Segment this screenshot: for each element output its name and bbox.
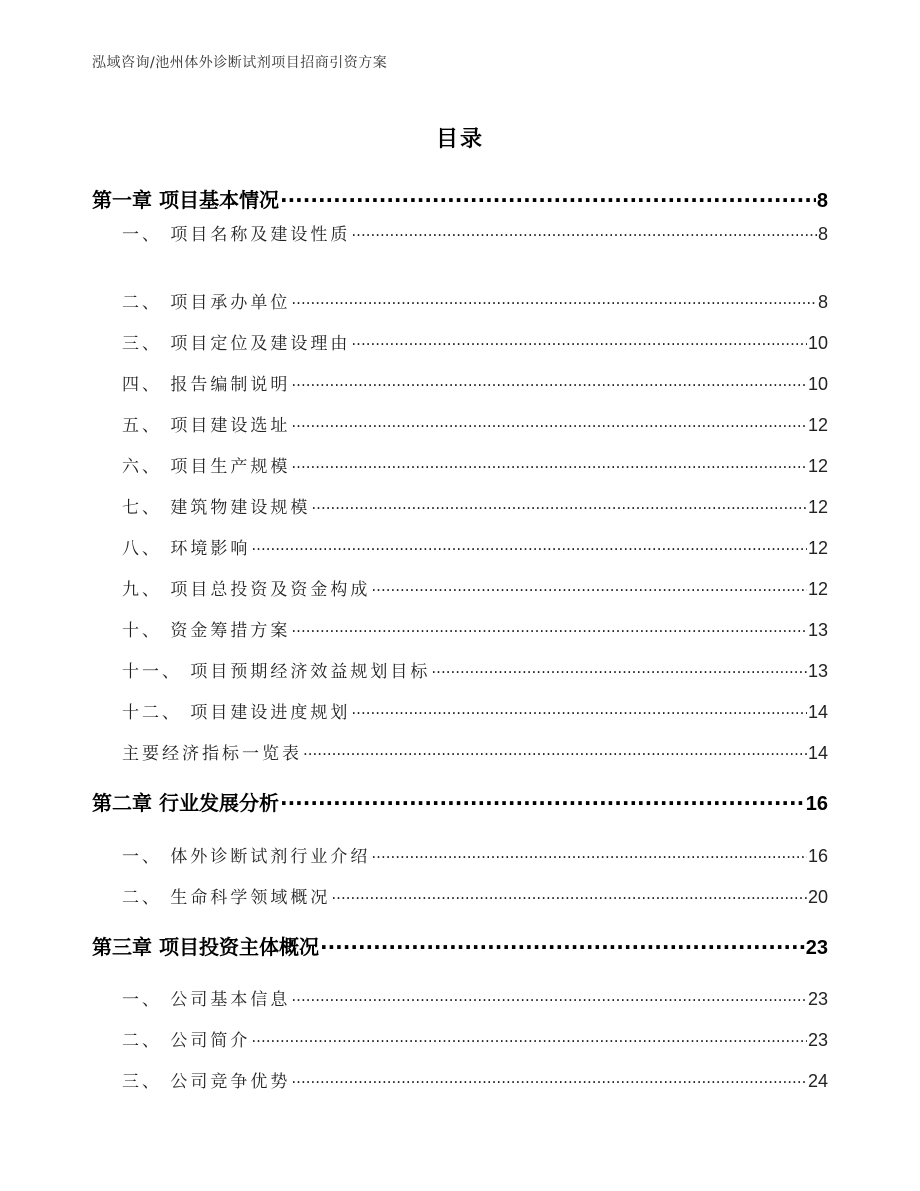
toc-section[interactable] — [122, 842, 828, 867]
toc-entry-page: 16 — [805, 793, 828, 815]
dot-leader — [251, 537, 807, 554]
toc-entry-label: 十二、 项目建设进度规划 — [122, 703, 351, 723]
toc-entry-page: 12 — [807, 538, 828, 558]
dot-leader — [351, 223, 817, 240]
toc-entry-label: 三、 公司竞争优势 — [122, 1072, 291, 1092]
dot-leader — [291, 455, 807, 472]
toc-entry-page: 14 — [807, 743, 828, 763]
toc-section[interactable] — [122, 739, 828, 764]
toc-entry-page: 10 — [807, 333, 828, 353]
toc-entry-page: 20 — [807, 887, 828, 907]
dot-leader — [291, 1070, 807, 1087]
toc-title: 目录 — [435, 127, 484, 152]
toc-entry-label: 第三章 项目投资主体概况 — [92, 935, 319, 959]
toc-section[interactable] — [122, 985, 828, 1010]
toc-entry-label: 六、 项目生产规模 — [122, 457, 291, 477]
toc-entry-label: 十一、 项目预期经济效益规划目标 — [122, 662, 431, 682]
toc-entry-label: 七、 建筑物建设规模 — [122, 498, 311, 518]
toc-entry-page: 23 — [807, 1030, 828, 1050]
dot-leader — [291, 414, 807, 431]
toc-section[interactable] — [122, 616, 828, 641]
toc-entry-page: 23 — [805, 937, 828, 959]
toc-entry-label: 第二章 行业发展分析 — [92, 791, 279, 815]
toc-section[interactable] — [122, 1067, 828, 1092]
toc-section[interactable] — [122, 493, 828, 518]
dot-leader — [331, 886, 807, 903]
dot-leader — [431, 660, 807, 677]
toc-chapter-3[interactable] — [92, 931, 828, 960]
dot-leader — [280, 790, 805, 810]
dot-leader — [303, 742, 807, 759]
toc-entry-page: 23 — [807, 989, 828, 1009]
document-header: 泓域咨询/池州体外诊断试剂项目招商引资方案 — [92, 55, 388, 71]
dot-leader — [291, 619, 807, 636]
dot-leader — [291, 373, 807, 390]
toc-entry-page: 8 — [817, 292, 828, 312]
toc-entry-page: 12 — [807, 456, 828, 476]
toc-entry-label: 二、 公司简介 — [122, 1031, 251, 1051]
toc-entry-label: 三、 项目定位及建设理由 — [122, 334, 351, 354]
toc-section[interactable] — [122, 883, 828, 908]
toc-entry-label: 一、 项目名称及建设性质 — [122, 225, 351, 245]
toc-chapter-2[interactable] — [92, 787, 828, 816]
toc-entry-page: 10 — [807, 374, 828, 394]
toc-section[interactable] — [122, 370, 828, 395]
dot-leader — [251, 1029, 807, 1046]
toc-entry-label: 八、 环境影响 — [122, 539, 251, 559]
toc-section[interactable] — [122, 534, 828, 559]
toc-entry-page: 12 — [807, 415, 828, 435]
dot-leader — [371, 845, 807, 862]
toc-entry-page: 12 — [807, 579, 828, 599]
toc-entry-label: 五、 项目建设选址 — [122, 416, 291, 436]
toc-entry-page: 14 — [807, 702, 828, 722]
toc-section[interactable] — [122, 1026, 828, 1051]
toc-entry-page: 13 — [807, 620, 828, 640]
dot-leader — [351, 701, 807, 718]
toc-entry-label: 二、 项目承办单位 — [122, 293, 291, 313]
toc-chapter-1[interactable] — [92, 184, 828, 213]
toc-section[interactable] — [122, 698, 828, 723]
toc-entry-label: 二、 生命科学领域概况 — [122, 888, 331, 908]
toc-entry-label: 十、 资金筹措方案 — [122, 621, 291, 641]
dot-leader — [320, 934, 805, 954]
dot-leader — [351, 332, 807, 349]
toc-section[interactable] — [122, 411, 828, 436]
toc-section[interactable] — [122, 288, 828, 313]
dot-leader — [291, 988, 807, 1005]
toc-entry-label: 主要经济指标一览表 — [122, 744, 302, 764]
toc-section[interactable] — [122, 329, 828, 354]
toc-section[interactable] — [122, 220, 828, 245]
toc-entry-label: 第一章 项目基本情况 — [92, 188, 279, 212]
toc-entry-page: 13 — [807, 661, 828, 681]
dot-leader — [291, 291, 817, 308]
toc-entry-label: 一、 公司基本信息 — [122, 990, 291, 1010]
toc-entry-label: 四、 报告编制说明 — [122, 375, 291, 395]
toc-entry-page: 16 — [807, 846, 828, 866]
toc-section[interactable] — [122, 452, 828, 477]
toc-entry-page: 24 — [807, 1071, 828, 1091]
toc-entry-page: 12 — [807, 497, 828, 517]
toc-section[interactable] — [122, 657, 828, 682]
toc-entry-label: 一、 体外诊断试剂行业介绍 — [122, 847, 371, 867]
toc-section[interactable] — [122, 575, 828, 600]
dot-leader — [371, 578, 807, 595]
toc-entry-label: 九、 项目总投资及资金构成 — [122, 580, 371, 600]
dot-leader — [311, 496, 807, 513]
dot-leader — [280, 187, 816, 207]
toc-entry-page: 8 — [816, 190, 828, 212]
toc-entry-page: 8 — [817, 224, 828, 244]
